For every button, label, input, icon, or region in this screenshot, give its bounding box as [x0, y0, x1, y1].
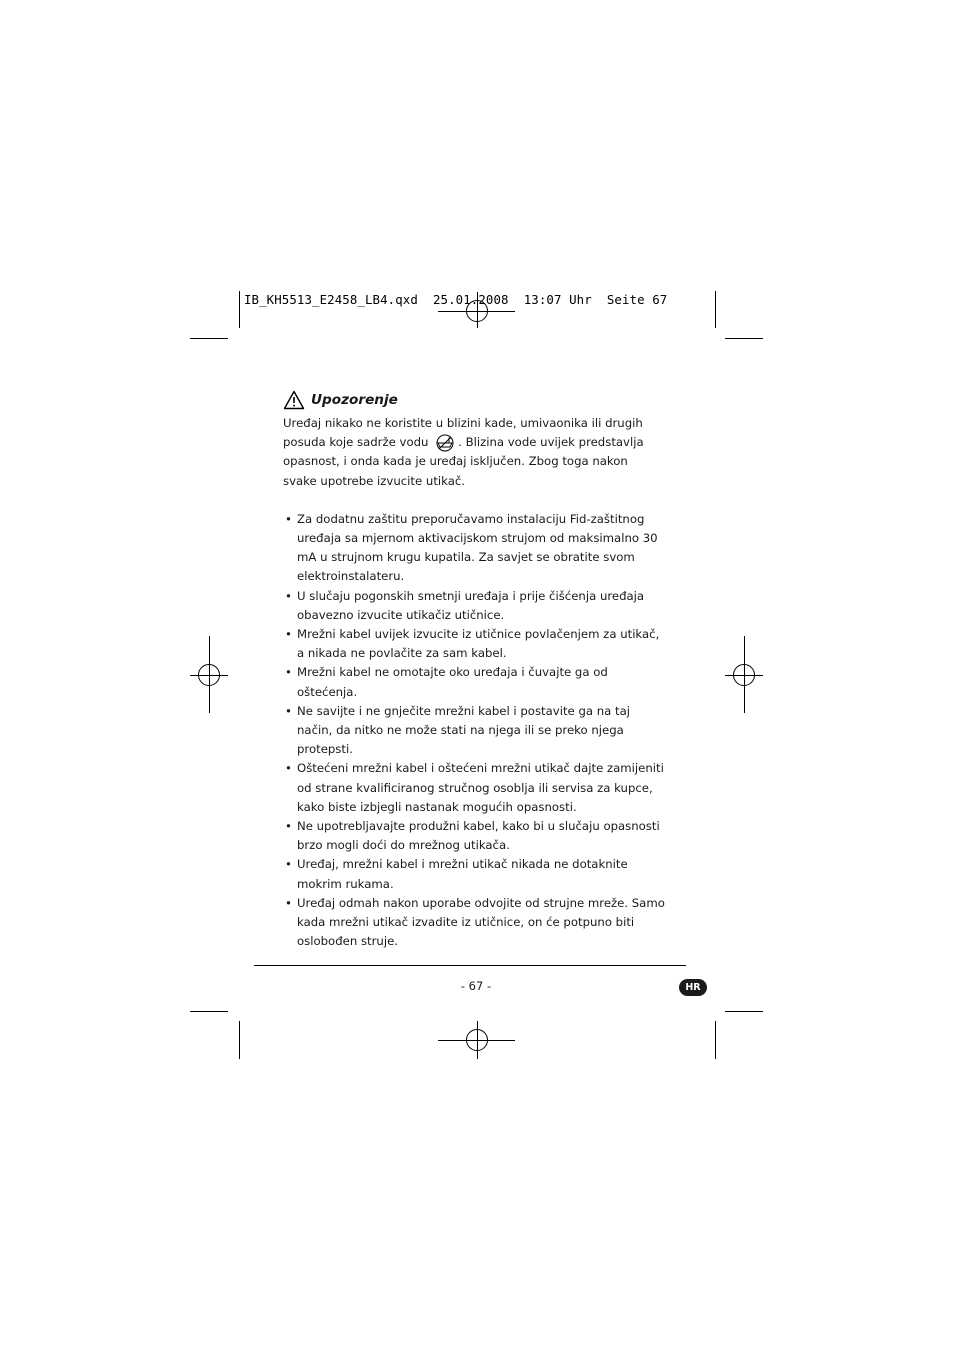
- list-item: • Uređaj, mrežni kabel i mrežni utikač nikada ne dotaknite mokrim rukama.: [283, 855, 668, 893]
- list-item: • Za dodatnu zaštitu preporučavamo instalaciju Fid-zaštitnog uređaja sa mjernom aktivacijskom strujom od maksimalno 30 mA u strujnom krugu kupatila. Za savjet se obratite svom elektroinstalateru.: [283, 510, 668, 587]
- list-item: • Uređaj odmah nakon uporabe odvojite od strujne mreže. Samo kada mrežni utikač izvadite iz utičnice, on će potpuno biti oslobođen struje.: [283, 894, 668, 952]
- crop-mark: [715, 291, 716, 328]
- warning-heading: [283, 388, 668, 412]
- warning-intro: [283, 414, 663, 491]
- registration-circle: [733, 664, 755, 686]
- crop-mark: [239, 291, 240, 328]
- list-item: • Mrežni kabel ne omotajte oko uređaja i čuvajte ga od oštećenja.: [283, 663, 668, 701]
- crop-mark: [190, 1011, 228, 1012]
- crop-mark: [725, 1011, 763, 1012]
- list-item: • Ne savijte i ne gnječite mrežni kabel i postavite ga na taj način, da nitko ne može stati na njega ili se preko njega protepsti.: [283, 702, 668, 760]
- warning-title: Upozorenje: [311, 392, 398, 408]
- print-slug: IB_KH5513_E2458_LB4.qxd 25.01.2008 13:07 Uhr Seite 67: [244, 292, 668, 307]
- language-badge: HR: [679, 979, 707, 996]
- list-item: • Ne upotrebljavajte produžni kabel, kako bi u slučaju opasnosti brzo mogli doći do mrežnog utikača.: [283, 817, 668, 855]
- list-item: • Mrežni kabel uvijek izvucite iz utičnice povlačenjem za utikač, a nikada ne povlačite za sam kabel.: [283, 625, 668, 663]
- warning-section: [283, 388, 668, 951]
- safety-bullet-list: [283, 510, 668, 952]
- intro-text-part2: . Blizina vode uvijek predstavlja opasnost, i onda kada je uređaj isključen. Zbog toga nakon svake upotrebe izvucite utikač.: [283, 435, 644, 488]
- registration-circle: [198, 664, 220, 686]
- list-item: • U slučaju pogonskih smetnji uređaja i prije čišćenja uređaja obavezno izvucite utikačiz utičnice.: [283, 587, 668, 625]
- crop-mark: [239, 1021, 240, 1059]
- intro-text-part1: Uređaj nikako ne koristite u blizini kade, umivaonika ili drugih posuda koje sadrže vodu: [283, 416, 643, 450]
- crop-mark: [190, 338, 228, 339]
- list-item: • Oštećeni mrežni kabel i oštećeni mrežni utikač dajte zamijeniti od strane kvalificiranog stručnog osoblja ili servisa za kupce, kako biste izbjegli nastanak mogućih opasnosti.: [283, 759, 668, 817]
- crop-mark: [725, 338, 763, 339]
- no-bathtub-icon: [434, 434, 456, 452]
- footer-divider: [254, 965, 686, 966]
- warning-triangle-icon: [283, 390, 305, 410]
- page-number: - 67 -: [460, 979, 492, 993]
- registration-circle: [466, 1029, 488, 1051]
- crop-mark: [715, 1021, 716, 1059]
